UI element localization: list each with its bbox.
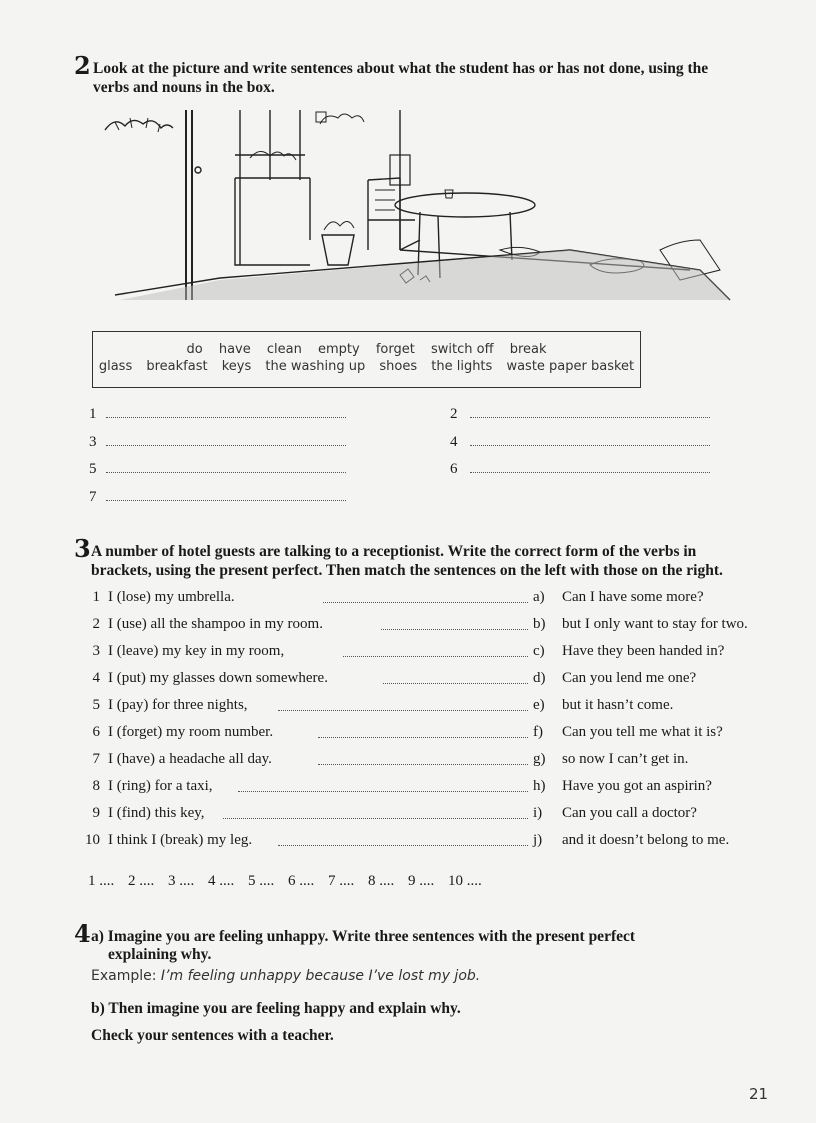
match-letter: j) xyxy=(533,832,543,848)
match-answer-slots xyxy=(88,872,492,890)
verb-have: have xyxy=(218,342,251,357)
left-sentence: I think I (break) my leg. xyxy=(108,832,253,848)
verb-break: break xyxy=(509,342,547,357)
answer-line-5[interactable] xyxy=(106,460,346,473)
exercise-2-instruction-line-2: verbs and nouns in the box. xyxy=(93,79,275,96)
match-letter: d) xyxy=(533,670,546,686)
matching-row xyxy=(78,642,768,664)
matching-row xyxy=(78,615,768,637)
left-sentence: I (find) this key, xyxy=(108,805,205,821)
left-sentence: I (have) a headache all day. xyxy=(108,751,272,767)
right-sentence: Can you call a doctor? xyxy=(562,805,697,821)
exercise-4-part-b: b) Then imagine you are feeling happy and explain why. xyxy=(91,1000,461,1017)
answer-slot[interactable]: 2 .... xyxy=(128,873,155,889)
blank-dots[interactable] xyxy=(318,726,528,738)
answer-line-7-number: 7 xyxy=(89,489,97,505)
exercise-3-instruction-line-2: brackets, using the present perfect. Then match the sentences on the left with those on the right. xyxy=(91,562,723,579)
right-sentence: Have you got an aspirin? xyxy=(562,778,712,794)
match-letter: c) xyxy=(533,643,545,659)
exercise-4-part-a-line-1: a) Imagine you are feeling unhappy. Write three sentences with the present perfect xyxy=(91,928,636,945)
answer-slot[interactable]: 7 .... xyxy=(328,873,355,889)
matching-row xyxy=(78,588,768,610)
answer-slot[interactable]: 8 .... xyxy=(368,873,395,889)
matching-row xyxy=(78,696,768,718)
right-sentence: so now I can’t get in. xyxy=(562,751,689,767)
exercise-4-part-a-line-2: explaining why. xyxy=(108,946,212,963)
right-sentence: Can you tell me what it is? xyxy=(562,724,723,740)
answer-line-6-number: 6 xyxy=(450,461,458,477)
noun-waste-paper-basket: waste paper basket xyxy=(506,359,635,374)
item-number: 6 xyxy=(92,724,100,740)
answer-line-7[interactable] xyxy=(106,488,346,501)
answer-slot[interactable]: 1 .... xyxy=(88,873,115,889)
item-number: 8 xyxy=(92,778,100,794)
item-number: 4 xyxy=(92,670,100,686)
matching-row xyxy=(78,669,768,691)
exercise-4-number: 4 xyxy=(74,919,91,948)
match-letter: f) xyxy=(533,724,543,740)
matching-row xyxy=(78,804,768,826)
match-letter: g) xyxy=(533,751,546,767)
answer-slot[interactable]: 6 .... xyxy=(288,873,315,889)
left-sentence: I (leave) my key in my room, xyxy=(108,643,285,659)
item-number: 9 xyxy=(92,805,100,821)
left-sentence: I (lose) my umbrella. xyxy=(108,589,235,605)
noun-lights: the lights xyxy=(431,359,493,374)
blank-dots[interactable] xyxy=(383,672,528,684)
item-number: 7 xyxy=(92,751,100,767)
left-sentence: I (forget) my room number. xyxy=(108,724,274,740)
answer-slot[interactable]: 5 .... xyxy=(248,873,275,889)
item-number: 5 xyxy=(92,697,100,713)
blank-dots[interactable] xyxy=(223,807,528,819)
exercise-3-instruction-line-1: A number of hotel guests are talking to a receptionist. Write the correct form of the verbs in xyxy=(91,543,697,560)
messy-room-illustration xyxy=(100,100,740,310)
left-sentence: I (use) all the shampoo in my room. xyxy=(108,616,323,632)
blank-dots[interactable] xyxy=(278,834,528,846)
answer-line-5-number: 5 xyxy=(89,461,97,477)
blank-dots[interactable] xyxy=(238,780,528,792)
answer-line-1[interactable] xyxy=(106,405,346,418)
matching-row xyxy=(78,723,768,745)
answer-line-4-number: 4 xyxy=(450,434,458,450)
noun-washing-up: the washing up xyxy=(265,359,366,374)
matching-row xyxy=(78,750,768,772)
example-label: Example: xyxy=(91,968,157,984)
answer-slot[interactable]: 10 .... xyxy=(448,873,482,889)
answer-line-2[interactable] xyxy=(470,405,710,418)
answer-line-4[interactable] xyxy=(470,433,710,446)
verb-forget: forget xyxy=(375,342,415,357)
right-sentence: Can I have some more? xyxy=(562,589,704,605)
left-sentence: I (pay) for three nights, xyxy=(108,697,248,713)
matching-row xyxy=(78,831,768,853)
left-sentence: I (put) my glasses down somewhere. xyxy=(108,670,328,686)
exercise-4-check: Check your sentences with a teacher. xyxy=(91,1027,334,1044)
blank-dots[interactable] xyxy=(343,645,528,657)
item-number: 2 xyxy=(92,616,100,632)
blank-dots[interactable] xyxy=(278,699,528,711)
noun-glass: glass xyxy=(98,359,133,374)
noun-breakfast: breakfast xyxy=(146,359,208,374)
answer-slot[interactable]: 9 .... xyxy=(408,873,435,889)
right-sentence: Have they been handed in? xyxy=(562,643,725,659)
match-letter: a) xyxy=(533,589,545,605)
item-number: 1 xyxy=(92,589,100,605)
example-sentence xyxy=(91,968,480,984)
item-number: 3 xyxy=(92,643,100,659)
word-box-verbs xyxy=(93,342,640,357)
match-letter: e) xyxy=(533,697,545,713)
exercise-3-number: 3 xyxy=(74,534,91,563)
match-letter: b) xyxy=(533,616,546,632)
matching-row xyxy=(78,777,768,799)
match-letter: i) xyxy=(533,805,543,821)
right-sentence: but it hasn’t come. xyxy=(562,697,674,713)
right-sentence: but I only want to stay for two. xyxy=(562,616,748,632)
blank-dots[interactable] xyxy=(318,753,528,765)
answer-line-3[interactable] xyxy=(106,433,346,446)
answer-line-3-number: 3 xyxy=(89,434,97,450)
noun-shoes: shoes xyxy=(379,359,418,374)
verb-do: do xyxy=(186,342,203,357)
example-text: I’m feeling unhappy because I’ve lost my job. xyxy=(160,968,481,984)
blank-dots[interactable] xyxy=(381,618,528,630)
match-letter: h) xyxy=(533,778,546,794)
answer-line-2-number: 2 xyxy=(450,406,458,422)
exercise-2-instruction-line-1: Look at the picture and write sentences about what the student has or has not done, using the xyxy=(93,60,709,77)
noun-keys: keys xyxy=(221,359,252,374)
answer-line-1-number: 1 xyxy=(89,406,97,422)
right-sentence: Can you lend me one? xyxy=(562,670,697,686)
blank-dots[interactable] xyxy=(323,591,528,603)
verb-empty: empty xyxy=(318,342,360,357)
word-box-nouns xyxy=(93,359,640,374)
verb-switch-off: switch off xyxy=(431,342,494,357)
answer-slot[interactable]: 3 .... xyxy=(168,873,195,889)
left-sentence: I (ring) for a taxi, xyxy=(108,778,213,794)
page-number: 21 xyxy=(749,1085,769,1103)
exercise-2-number: 2 xyxy=(74,51,91,80)
verb-clean: clean xyxy=(266,342,302,357)
right-sentence: and it doesn’t belong to me. xyxy=(562,832,730,848)
answer-line-6[interactable] xyxy=(470,460,710,473)
word-box xyxy=(92,331,641,388)
item-number: 10 xyxy=(85,832,100,848)
answer-slot[interactable]: 4 .... xyxy=(208,873,235,889)
